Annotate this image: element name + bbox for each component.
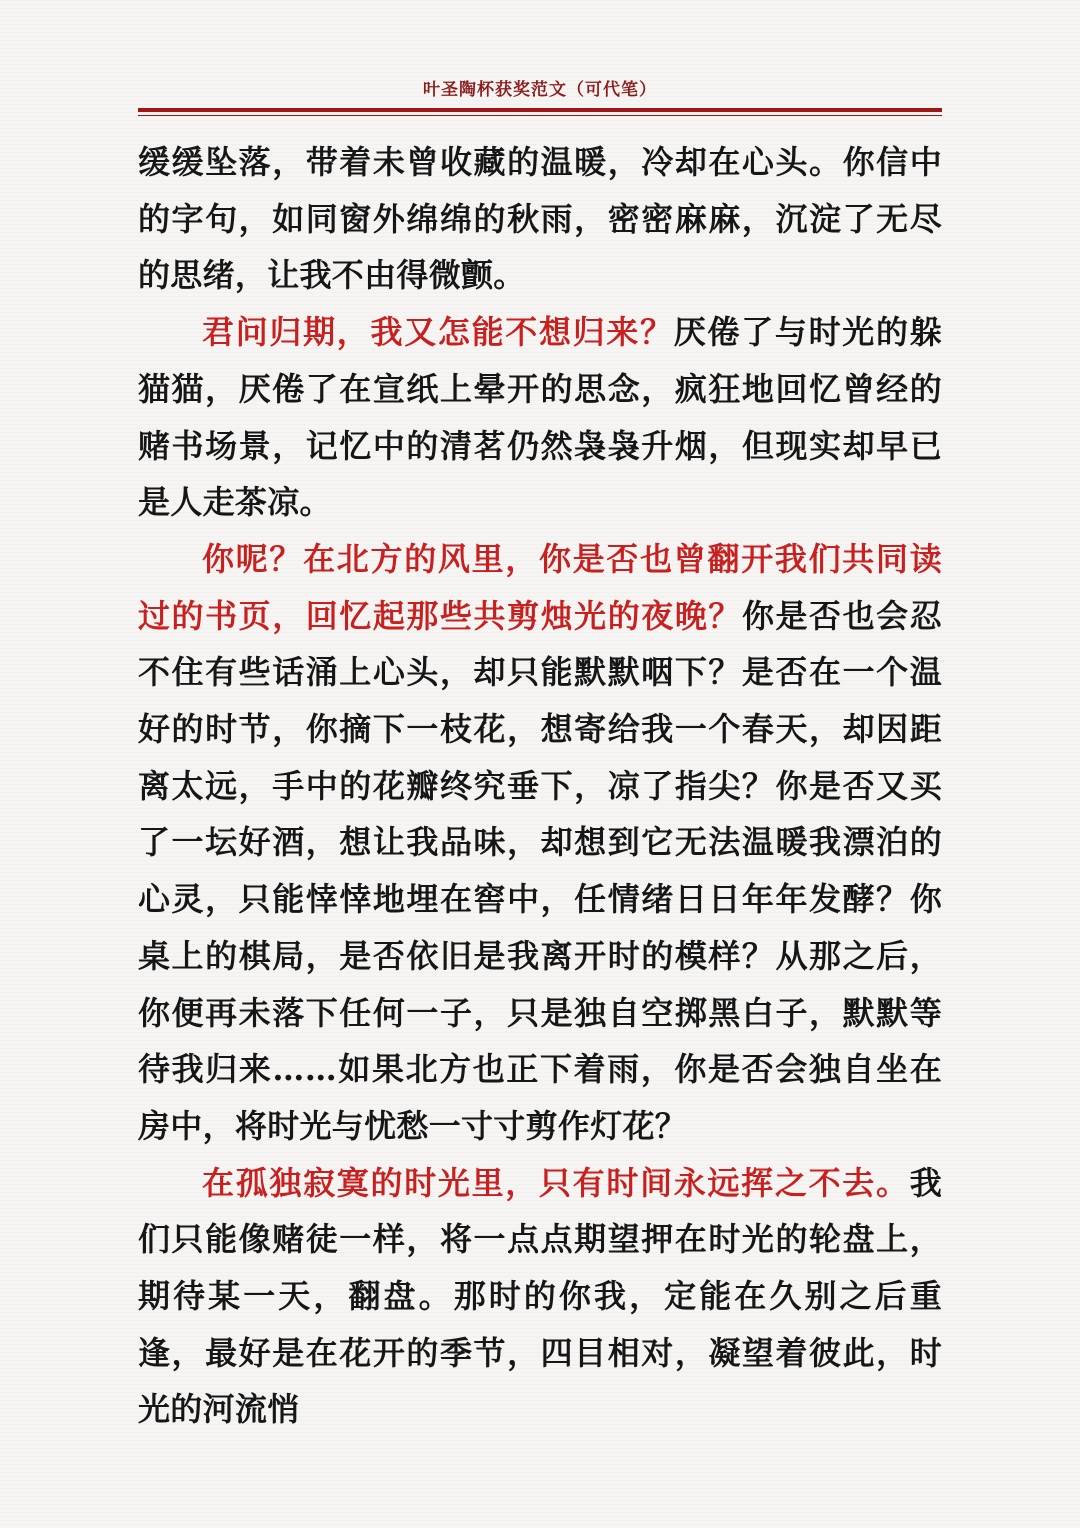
- paragraph-1: [138, 134, 942, 304]
- paragraph-2-highlight: 君问归期，我又怎能不想归来？: [202, 313, 674, 352]
- paragraph-3-text: 你是否也会忍不住有些话涌上心头，却只能默默咽下？是否在一个温好的时节，你摘下一枝花，想寄给我一个春天，却因距离太远，手中的花瓣终究垂下，凉了指尖？你是否又买了一坛好酒，想让我品味，却想到它无法温暖我漂泊的心灵，只能悻悻地埋在窖中，任情绪日日年年发酵？你桌上的棋局，是否依旧是我离开时的模样？从那之后，你便再未落下任何一子，只是独自空掷黑白子，默默等待我归来……如果北方也正下着雨，你是否会独自坐在房中，将时光与忧愁一寸寸剪作灯花？: [138, 596, 942, 1145]
- document-page: [138, 0, 942, 1528]
- paragraph-4-highlight: 在孤独寂寞的时光里，只有时间永远挥之不去。: [202, 1163, 910, 1202]
- paragraph-2: [138, 304, 942, 531]
- paragraph-4-text: 我们只能像赌徒一样，将一点点期望押在时光的轮盘上，期待某一天，翻盘。那时的你我，定能在久别之后重逢，最好是在花开的季节，四目相对，凝望着彼此，时光的河流悄: [138, 1163, 942, 1429]
- page-header-title: 叶圣陶杯获奖范文（可代笔）: [423, 80, 657, 100]
- paragraph-4: [138, 1155, 942, 1439]
- header-rule-thick: [138, 108, 942, 112]
- header-rule-thin: [138, 115, 942, 116]
- paragraph-3-highlight: 你呢？在北方的风里，你是否也曾翻开我们共同读过的书页，回忆起那些共剪烛光的夜晚？: [138, 539, 942, 635]
- paragraph-1-text: 缓缓坠落，带着未曾收藏的温暖，冷却在心头。你信中的字句，如同窗外绵绵的秋雨，密密麻麻，沉淀了无尽的思绪，让我不由得微颤。: [138, 143, 942, 295]
- paragraph-3: [138, 531, 942, 1155]
- paragraph-2-text: 厌倦了与时光的躲猫猫，厌倦了在宣纸上晕开的思念，疯狂地回忆曾经的赌书场景，记忆中的清茗仍然袅袅升烟，但现实却早已是人走茶凉。: [138, 313, 942, 522]
- essay-body: [138, 134, 942, 1438]
